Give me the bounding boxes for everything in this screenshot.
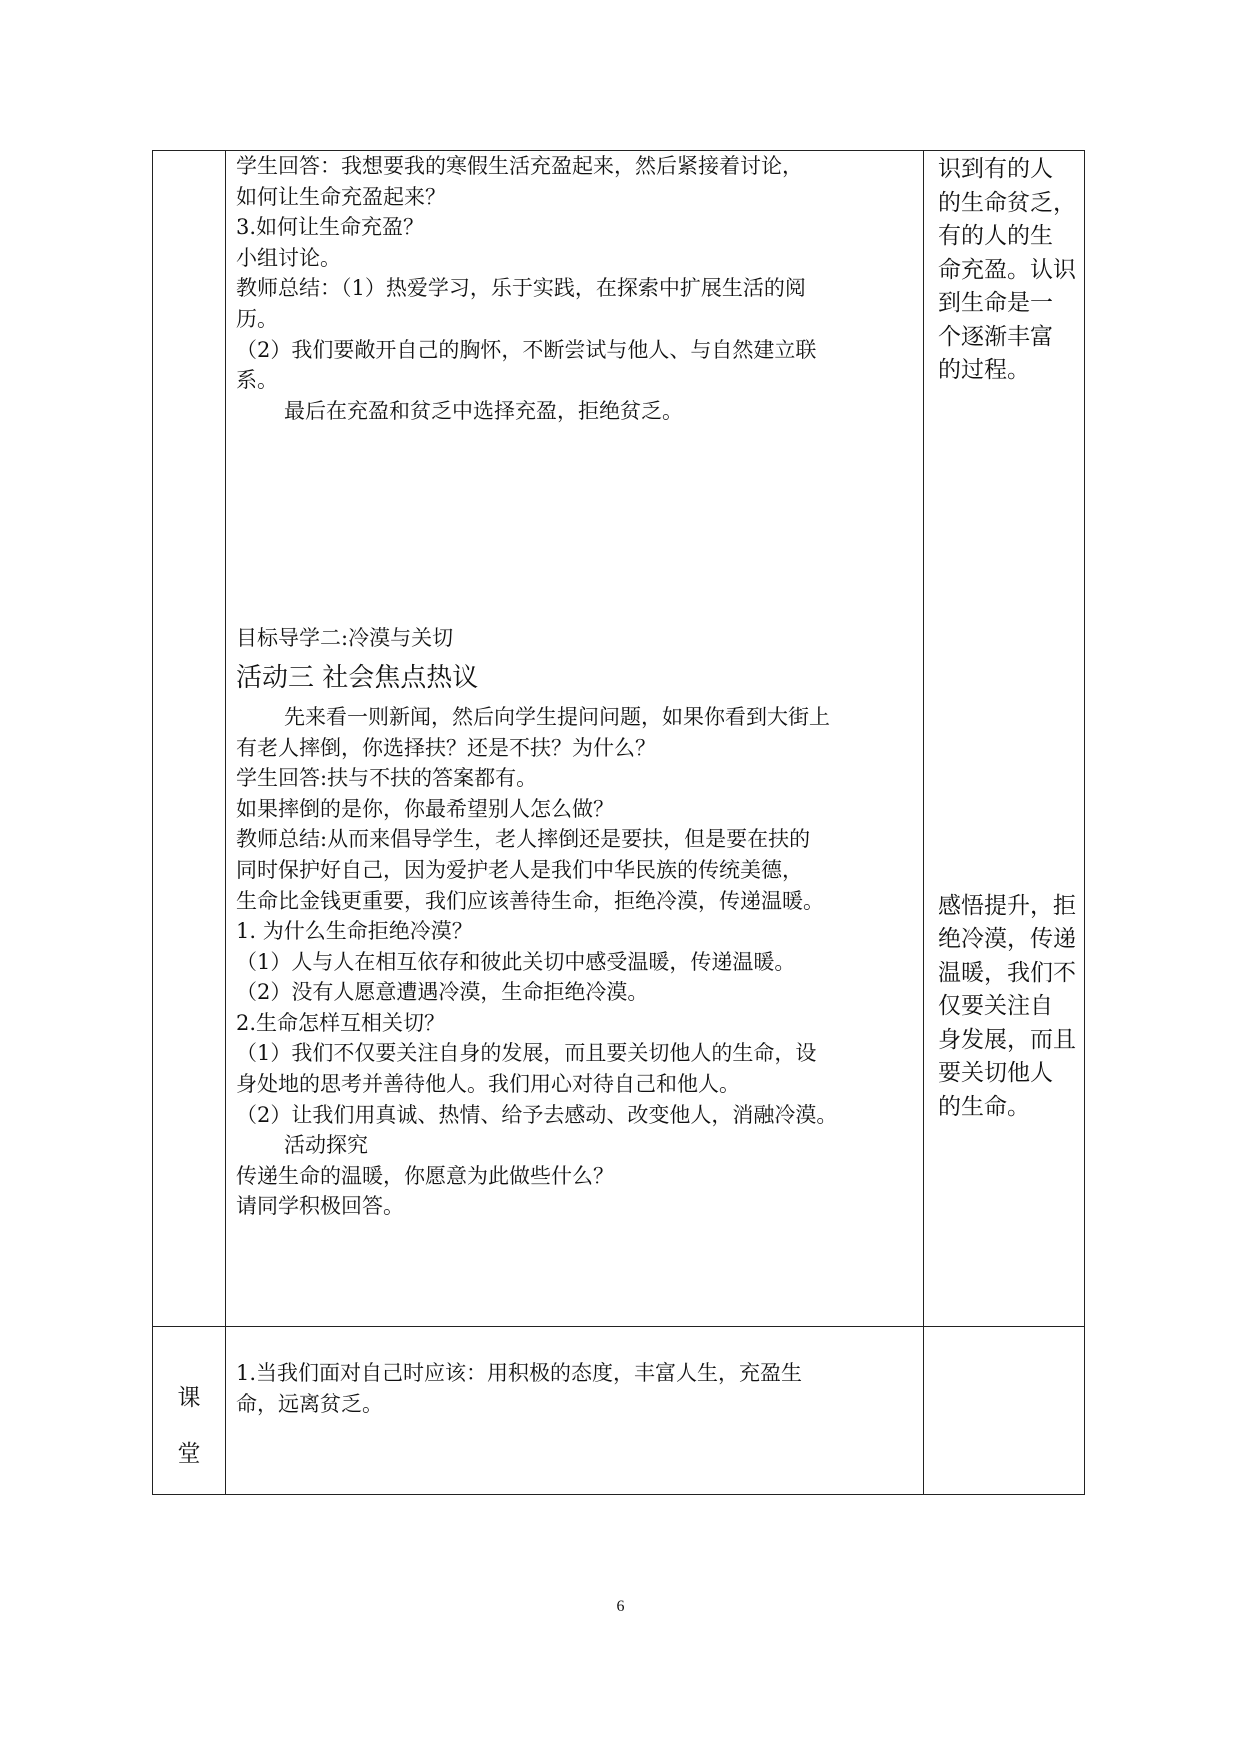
paragraph-line: 2.生命怎样互相关切？: [236, 1010, 446, 1035]
paragraph-line: 绝冷漠，传递: [938, 926, 1076, 952]
label-cell: [153, 151, 226, 1327]
paragraph-line: 1. 为什么生命拒绝冷漠？: [236, 919, 473, 944]
paragraph-line: 要关切他人: [938, 1060, 1053, 1086]
paragraph-line: （1）人与人在相互依存和彼此关切中感受温暖，传递温暖。: [236, 949, 796, 974]
paragraph-line: 身发展，而且: [938, 1026, 1076, 1053]
paragraph-line: 识到有的人: [938, 156, 1053, 182]
paragraph-line: 到生命是一: [938, 290, 1053, 316]
page-number: 6: [616, 1598, 625, 1615]
paragraph-line: 堂: [177, 1441, 201, 1467]
paragraph-line: 感悟提升，拒: [938, 892, 1076, 919]
table-row: [153, 151, 1085, 1327]
paragraph-line: 个逐渐丰富: [938, 323, 1053, 350]
paragraph-line: 仅要关注自: [938, 993, 1053, 1019]
lesson-table: [152, 150, 1085, 1495]
paragraph-line: （2）让我们用真诚、热情、给予去感动、改变他人，消融冷漠。: [236, 1102, 838, 1127]
paragraph-line: 温暖，我们不: [938, 959, 1076, 986]
objective-heading: 目标导学二:冷漠与关切: [236, 626, 454, 651]
paragraph-line: （2）我们要敞开自己的胸怀，不断尝试与他人、与自然建立联: [236, 337, 817, 362]
paragraph-line: 身处地的思考并善待他人。我们用心对待自己和他人。: [236, 1072, 740, 1097]
paragraph-line: 教师总结:从而来倡导学生，老人摔倒还是要扶，但是要在扶的: [236, 827, 811, 852]
paragraph-line: 小组讨论。: [236, 245, 341, 270]
paragraph-line: 如何让生命充盈起来？: [236, 184, 446, 209]
paragraph-line: 有老人摔倒，你选择扶？还是不扶？为什么？: [236, 735, 656, 760]
summary-cell: [226, 1327, 924, 1495]
summary-side-cell: [924, 1327, 1085, 1495]
paragraph-line: 系。: [236, 368, 278, 393]
paragraph-line: 有的人的生: [938, 223, 1053, 249]
paragraph-line: 命，远离贫乏。: [236, 1391, 383, 1416]
design-intent-cell: [924, 151, 1085, 1327]
paragraph-line: （1）我们不仅要关注自身的发展，而且要关切他人的生命，设: [236, 1041, 817, 1066]
activity-heading: 活动三 社会焦点热议: [236, 662, 479, 693]
paragraph-line: 学生回答:扶与不扶的答案都有。: [236, 766, 538, 791]
paragraph-line: 先来看一则新闻，然后向学生提问问题，如果你看到大街上: [284, 704, 830, 729]
paragraph-line: 教师总结：（1）热爱学习，乐于实践，在探索中扩展生活的阅: [236, 276, 806, 301]
section-label-cell: [153, 1327, 226, 1495]
paragraph-line: 课: [177, 1385, 201, 1411]
paragraph-line: 的生命。: [938, 1093, 1030, 1120]
paragraph-line: 传递生命的温暖，你愿意为此做些什么？: [236, 1163, 614, 1188]
paragraph-line: 的过程。: [938, 357, 1030, 383]
paragraph-line: 请同学积极回答。: [236, 1194, 404, 1219]
paragraph-line: 历。: [236, 306, 278, 331]
paragraph-line: 1.当我们面对自己时应该：用积极的态度，丰富人生，充盈生: [236, 1361, 803, 1385]
paragraph-line: 命充盈。认识: [938, 256, 1076, 283]
paragraph-line: 的生命贫乏，: [938, 189, 1076, 216]
table-row: [153, 1327, 1085, 1495]
activity-cell: [226, 151, 924, 1327]
paragraph-line: 同时保护好自己，因为爱护老人是我们中华民族的传统美德，: [236, 857, 803, 882]
paragraph-line: 3.如何让生命充盈？: [236, 215, 425, 240]
paragraph-line: 如果摔倒的是你，你最希望别人怎么做？: [236, 796, 614, 821]
paragraph-line: 活动探究: [284, 1133, 368, 1158]
paragraph-line: 生命比金钱更重要，我们应该善待生命，拒绝冷漠，传递温暖。: [236, 888, 824, 913]
paragraph-line: 最后在充盈和贫乏中选择充盈，拒绝贫乏。: [284, 398, 683, 423]
paragraph-line: 学生回答：我想要我的寒假生活充盈起来，然后紧接着讨论，: [236, 154, 803, 178]
paragraph-line: （2）没有人愿意遭遇冷漠，生命拒绝冷漠。: [236, 980, 649, 1005]
